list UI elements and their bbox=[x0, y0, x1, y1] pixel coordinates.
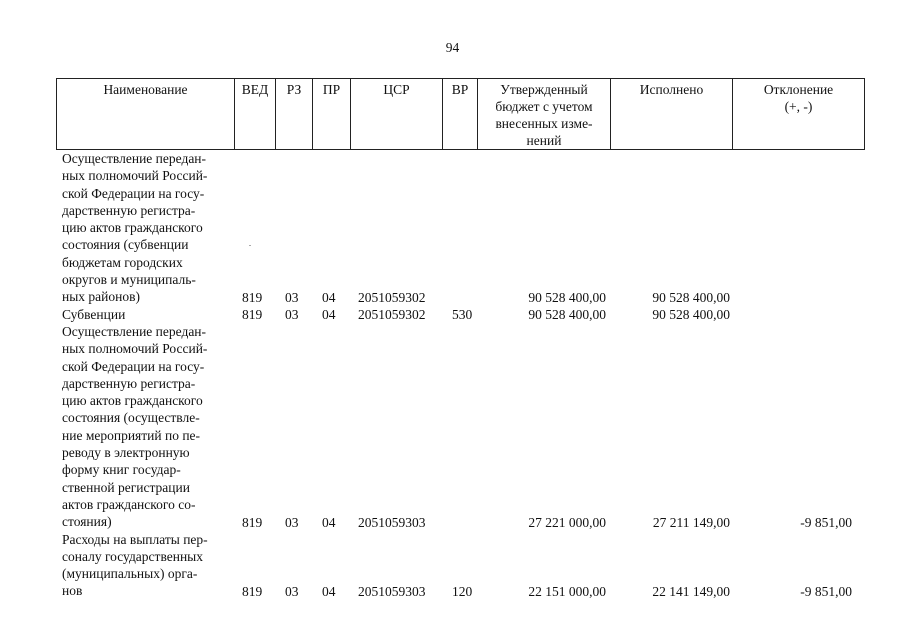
row-ved: 819 bbox=[242, 514, 263, 530]
table-row bbox=[56, 150, 864, 306]
column-header-name: Наименование bbox=[57, 79, 235, 150]
row-ved: 819 bbox=[242, 583, 263, 599]
column-header-csr: ЦСР bbox=[351, 79, 443, 150]
row-approved-budget: 27 221 000,00 bbox=[528, 514, 606, 530]
page-number: 94 bbox=[445, 40, 460, 55]
row-pr: 04 bbox=[322, 289, 336, 305]
column-header-vr: ВР bbox=[443, 79, 478, 150]
row-executed: 27 211 149,00 bbox=[652, 514, 730, 530]
row-executed: 90 528 400,00 bbox=[652, 306, 730, 322]
row-csr: 2051059303 bbox=[358, 583, 426, 599]
row-executed: 90 528 400,00 bbox=[652, 289, 730, 305]
table-body bbox=[56, 150, 864, 600]
row-approved-budget: 22 151 000,00 bbox=[528, 583, 606, 599]
table-header bbox=[56, 78, 865, 150]
row-ved: 819 bbox=[242, 306, 263, 322]
row-approved-budget: 90 528 400,00 bbox=[528, 289, 606, 305]
column-header-deviation: Отклонение (+, -) bbox=[733, 79, 865, 150]
table-row bbox=[56, 306, 864, 323]
row-pr: 04 bbox=[322, 514, 336, 530]
row-approved-budget: 90 528 400,00 bbox=[528, 306, 606, 322]
column-header-executed: Исполнено bbox=[611, 79, 733, 150]
row-rz: 03 bbox=[285, 306, 299, 322]
row-ved: 819 bbox=[242, 289, 263, 305]
column-header-approved-budget: Утвержденный бюджет с учетом внесенных изме- нений bbox=[478, 79, 611, 150]
row-name: Расходы на выплаты пер- соналу государственных (муниципальных) орга- нов bbox=[62, 531, 208, 599]
row-rz: 03 bbox=[285, 583, 299, 599]
row-csr: 2051059302 bbox=[358, 289, 426, 305]
row-vr: 120 bbox=[452, 583, 473, 599]
scan-speck bbox=[249, 245, 251, 246]
column-header-rz: РЗ bbox=[276, 79, 313, 150]
column-header-ved: ВЕД bbox=[235, 79, 276, 150]
column-header-pr: ПР bbox=[313, 79, 351, 150]
row-name: Осуществление передан- ных полномочий Россий- ской Федерации на госу- дарственную регистра- цию актов гражданского состояния (осуществле- ние мероприятий по пе- реводу в электронную форму книг государ- ственной регистрации актов гражданского со- стояния) bbox=[62, 323, 208, 530]
row-csr: 2051059302 bbox=[358, 306, 426, 322]
row-vr: 530 bbox=[452, 306, 473, 322]
row-name: Субвенции bbox=[62, 306, 126, 322]
row-rz: 03 bbox=[285, 514, 299, 530]
table-row bbox=[56, 531, 864, 600]
table-row bbox=[56, 323, 864, 531]
row-executed: 22 141 149,00 bbox=[652, 583, 730, 599]
row-pr: 04 bbox=[322, 306, 336, 322]
row-pr: 04 bbox=[322, 583, 336, 599]
row-deviation: -9 851,00 bbox=[800, 514, 852, 530]
row-name: Осуществление передан- ных полномочий Россий- ской Федерации на госу- дарственную регистра- цию актов гражданского состояния (субвенции бюджетам городских округов и муниципаль- ных районов) bbox=[62, 151, 208, 305]
row-deviation: -9 851,00 bbox=[800, 583, 852, 599]
row-csr: 2051059303 bbox=[358, 514, 426, 530]
row-rz: 03 bbox=[285, 289, 299, 305]
